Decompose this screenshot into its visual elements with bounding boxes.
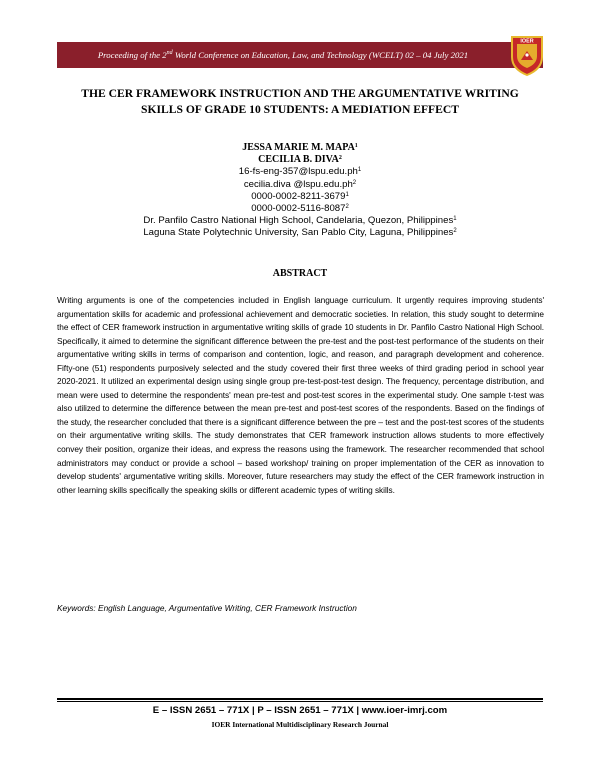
conference-banner	[57, 42, 543, 68]
orcid-text: 0000-0002-8211-3679	[251, 190, 346, 202]
orcid-text: 0000-0002-5116-8087	[251, 203, 346, 215]
affiliation-mark: 1	[453, 216, 457, 223]
affiliation-text: Laguna State Polytechnic University, San Pablo City, Laguna, Philippines	[143, 227, 454, 239]
affiliation-2	[70, 227, 530, 239]
email-2	[70, 179, 530, 191]
email-text: 16-fs-eng-357@lspu.edu.ph	[238, 166, 358, 178]
author-block	[70, 142, 530, 240]
orcid-mark: 2	[345, 204, 349, 211]
ioer-logo	[509, 35, 545, 77]
affiliation-1	[70, 215, 530, 227]
email-mark: 2	[352, 179, 357, 186]
banner-ordinal: nd	[166, 50, 173, 57]
banner-text-prefix: Proceeding of the 2	[97, 50, 167, 60]
author-name: JESSA MARIE M. MAPA	[242, 142, 355, 153]
orcid-2	[70, 203, 530, 215]
footer-journal-name: IOER International Multidisciplinary Research Journal	[211, 720, 389, 729]
paper-title	[40, 86, 560, 118]
author-2	[70, 154, 530, 166]
orcid-mark: 1	[345, 191, 349, 198]
keywords: Keywords: English Language, Argumentative Writing, CER Framework Instruction	[57, 603, 357, 613]
email-mark: 1	[357, 167, 362, 174]
affiliation-text: Dr. Panfilo Castro National High School, Candelaria, Quezon, Philippines	[143, 215, 454, 227]
banner-text-suffix: World Conference on Education, Law, and Technology (WCELT) 02 – 04 July 2021	[172, 50, 469, 60]
author-mark: 1	[354, 143, 358, 149]
footer-rule-thick	[57, 698, 543, 700]
email-1	[70, 166, 530, 178]
footer-rule-thin	[57, 701, 543, 702]
affiliation-mark: 2	[453, 228, 457, 235]
logo-lettering: IOER	[520, 38, 534, 45]
abstract-heading: ABSTRACT	[272, 268, 328, 279]
author-mark: 2	[338, 155, 342, 162]
author-1	[70, 142, 530, 154]
author-name: CECILIA B. DIVA	[258, 154, 339, 166]
email-text: cecilia.diva @lspu.edu.ph	[243, 178, 353, 190]
orcid-1	[70, 191, 530, 203]
footer-issn: E – ISSN 2651 – 771X | P – ISSN 2651 – 771X | www.ioer-imrj.com	[152, 705, 448, 716]
title-line-2: SKILLS OF GRADE 10 STUDENTS: A MEDIATION EFFECT	[141, 103, 459, 116]
abstract-body: Writing arguments is one of the competencies included in English language curriculum. It urgently requires improving students' argumentation skills for academic and professional achievement and democratic societies. In relation, this study sought to determine the effect of CER framework instruction in argumentative writing skills of grade 10 students in Dr. Panfilo Castro National High School. Specifically, it aimed to determine the significant difference between the pre-test and the post-test performance of the students on their argumentative writing skills in terms of comparison and contention, logic, and reason, and paragraph development and coherence. Fifty-one (51) respondents purposively selected and the study covered their first three weeks of third grading period in school year 2020-2021. It utilized an experimental design using single group pre-test-post-test design. The frequency, percentage distribution, and mean were used to determine the respondents' mean pre-test and post-test scores in the experimental study. One sample t-test was also utilized to determine the difference between the mean pre-test and post-test scores of the respondents. Based on the findings of the study, the researcher concluded that there is a significant difference between the pre – test and the post-test scores of the students on their argumentative writing skills. The study demonstrates that CER framework instruction allows students to more effectively convey their position, organize their ideas, and express the reasons using the framework. The researcher recommended that school administrators may conduct or provide a school – based workshop/ training on proper implementation of the CER as innovation to develop students' argumentative writing skills. Moreover, future researchers may study the effect of the CER framework instruction in other learning skills specifically the speaking skills or different academic types of writing skills.	[57, 295, 544, 495]
title-line-1: THE CER FRAMEWORK INSTRUCTION AND THE ARGUMENTATIVE WRITING	[81, 87, 519, 100]
